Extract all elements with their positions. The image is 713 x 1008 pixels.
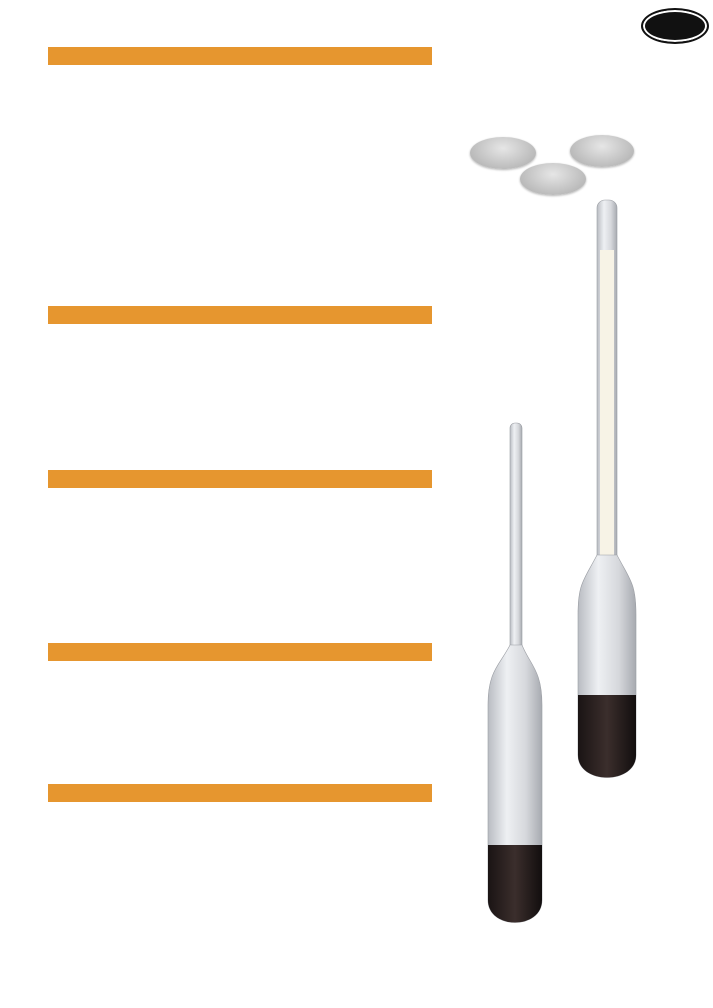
section-heading [48, 643, 432, 661]
section-heading [48, 784, 432, 802]
section-aviation-fuel [48, 784, 432, 824]
section-urinometer [48, 643, 432, 666]
section-latexometer [48, 470, 432, 493]
statement-badge [570, 135, 634, 167]
ukas-badge [470, 137, 536, 169]
section-heading [48, 306, 432, 324]
brannan-logo [641, 8, 709, 44]
section-sea-water [48, 47, 432, 75]
small-ballast [488, 845, 542, 923]
section-heading [48, 470, 432, 488]
section-heading [48, 47, 432, 65]
section-brinometer [48, 306, 432, 331]
hydrometer-photo [470, 195, 670, 965]
certification-badges [468, 133, 668, 203]
traceable-badge [520, 163, 586, 195]
side-tab [668, 48, 704, 188]
scale-paper [600, 250, 614, 555]
small-stem [510, 423, 522, 653]
large-ballast [578, 695, 636, 778]
